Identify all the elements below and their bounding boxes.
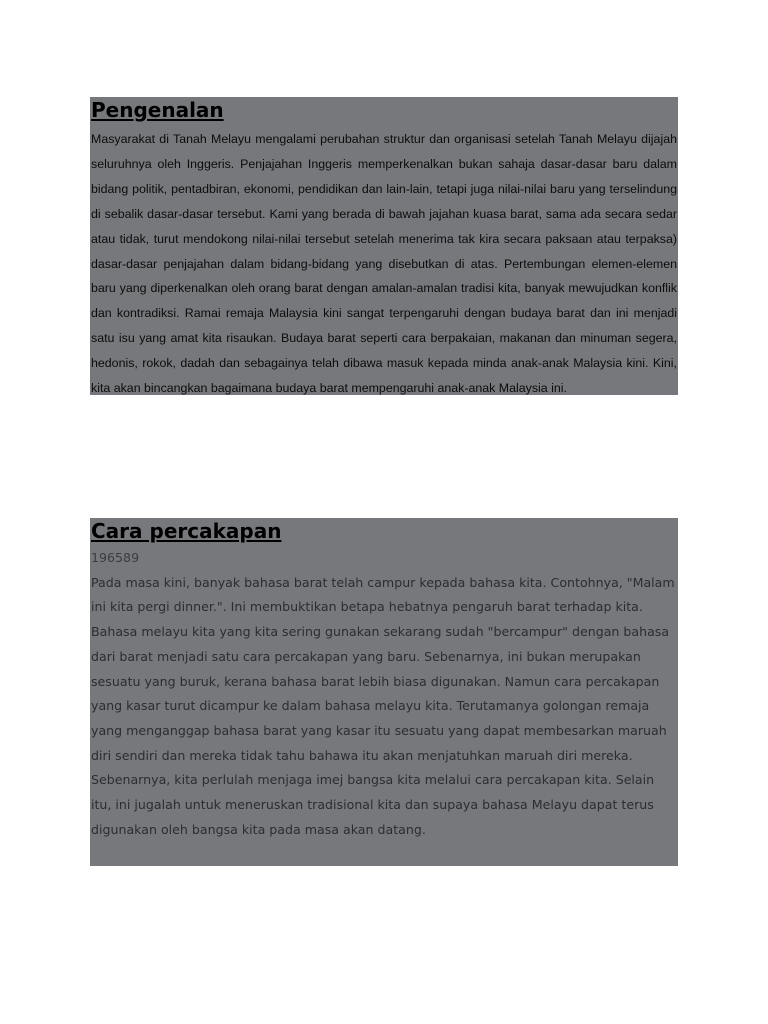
section-cara-percakapan [90,518,678,866]
section-pengenalan [90,97,678,395]
section-heading: Pengenalan [91,98,224,122]
section-body: Masyarakat di Tanah Melayu mengalami perubahan struktur dan organisasi setelah Tanah Melayu dijajah seluruhnya oleh Inggeris. Penjajahan Inggeris memperkenalkan bukan sahaja dasar-dasar baru dalam bidang politik, pentadbiran, ekonomi, pendidikan dan lain-lain, tetapi juga nilai-nilai baru yang terselindung di sebalik dasar-dasar tersebut. Kami yang berada di bawah jajahan kuasa barat, sama ada secara sedar atau tidak, turut mendokong nilai-nilai tersebut setelah menerima tak kira secara paksaan atau terpaksa) dasar-dasar penjajahan dalam bidang-bidang yang disebutkan di atas. Pertembungan elemen-elemen baru yang diperkenalkan oleh orang barat dengan amalan-amalan tradisi kita, banyak mewujudkan konflik dan kontradiksi. Ramai remaja Malaysia kini sangat terpengaruhi dengan budaya barat dan ini menjadi satu isu yang amat kita risaukan. Budaya barat seperti cara berpakaian, makanan dan minuman segera, hedonis, rokok, dadah dan sebagainya telah dibawa masuk kepada minda anak-anak Malaysia kini. Kini, kita akan bincangkan bagaimana budaya barat mempengaruhi anak-anak Malaysia ini. [91,132,677,396]
section-paragraph: Sebenarnya, kita perlulah menjaga imej bangsa kita melalui cara percakapan kita. Selain itu, ini jugalah untuk meneruskan tradisional kita dan supaya bahasa Melayu dapat terus digunakan oleh bangsa kita pada masa akan datang. [91,772,655,837]
section-heading: Cara percakapan [91,519,282,543]
section-code: 196589 [91,550,140,565]
section-paragraph: Pada masa kini, banyak bahasa barat telah campur kepada bahasa kita. Contohnya, "Malam ini kita pergi dinner.". Ini membuktikan betapa hebatnya pengaruh barat terhadap kita. Bahasa melayu kita yang kita sering gunakan sekarang sudah "bercampur" dengan bahasa dari barat menjadi satu cara percakapan yang baru. Sebenarnya, ini bukan merupakan sesuatu yang buruk, kerana bahasa barat lebih biasa digunakan. Namun cara percakapan yang kasar turut dicampur ke dalam bahasa melayu kita. Terutamanya golongan remaja yang menganggap bahasa barat yang kasar itu sesuatu yang dapat membesarkan maruah diri sendiri dan mereka tidak tahu bahawa itu akan menjatuhkan maruah diri mereka. [91,574,675,763]
